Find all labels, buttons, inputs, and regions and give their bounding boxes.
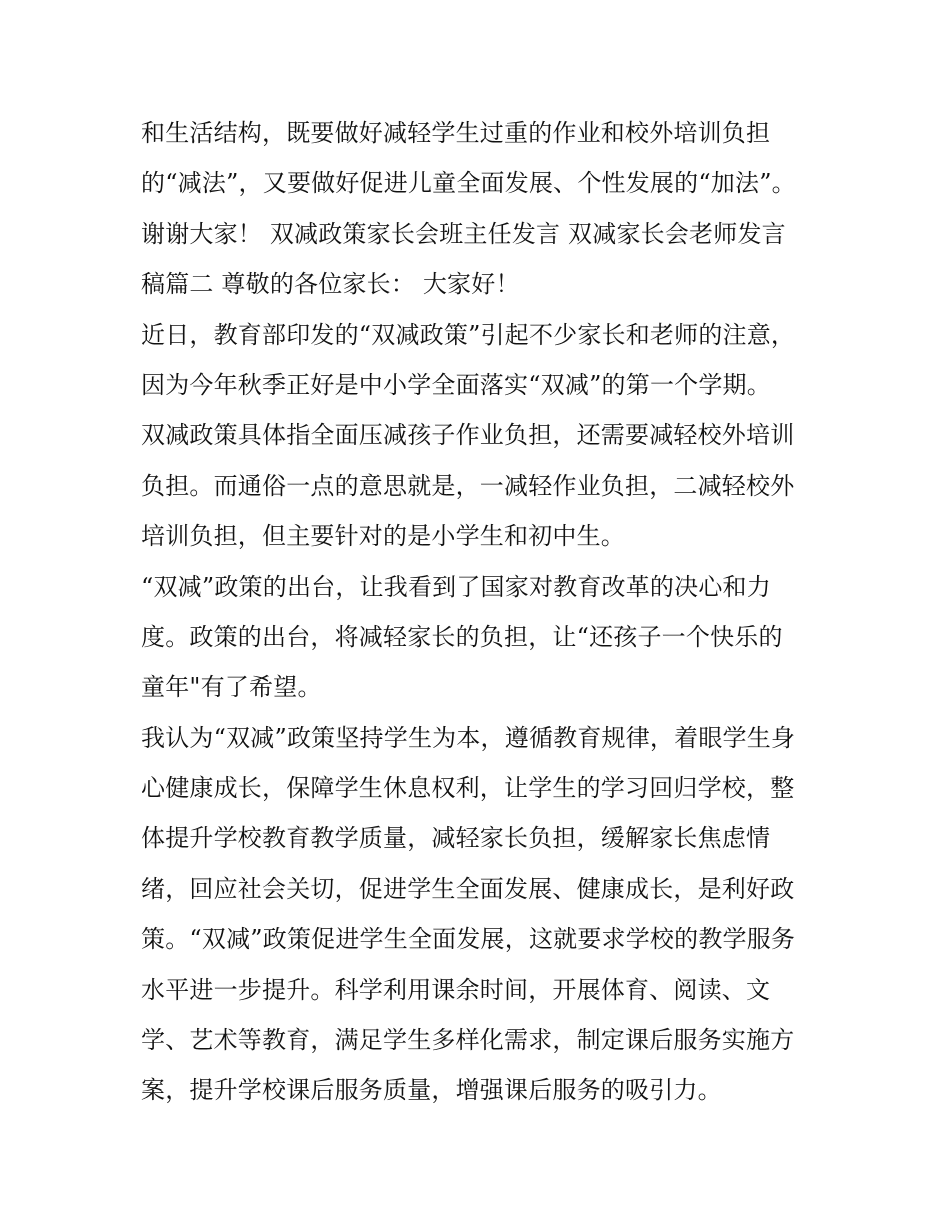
text-line: 双减政策具体指全面压减孩子作业负担，还需要减轻校外培训	[141, 421, 795, 450]
text-line: 策。“双减”政策促进学生全面发展，这就要求学校的教学服务	[141, 925, 796, 954]
document-body	[141, 108, 821, 1116]
text-line: 体提升学校教育教学质量，减轻家长负担，缓解家长焦虑情	[141, 824, 771, 853]
text-line: 我认为“双减”政策坚持学生为本，遵循教育规律，着眼学生身	[141, 723, 796, 752]
text-line: 案，提升学校课后服务质量，增强课后服务的吸引力。	[141, 1076, 722, 1105]
text-line: 和生活结构，既要做好减轻学生过重的作业和校外培训负担	[141, 119, 771, 147]
text-line: 的“减法”，又要做好促进儿童全面发展、个性发展的“加法”。	[141, 169, 796, 198]
text-line: 负担。而通俗一点的意思就是，一减轻作业负担，二减轻校外	[141, 471, 795, 500]
text-line: “双减”政策的出台，让我看到了国家对教育改革的决心和力	[141, 572, 771, 601]
text-line: 稿篇二 尊敬的各位家长： 大家好！	[141, 270, 520, 299]
text-line: 近日，教育部印发的“双减政策”引起不少家长和老师的注意，	[141, 320, 796, 349]
text-line: 绪，回应社会关切，促进学生全面发展、健康成长，是利好政	[141, 874, 795, 903]
text-line: 度。政策的出台，将减轻家长的负担，让“还孩子一个快乐的	[141, 622, 783, 651]
text-line: 谢谢大家！ 双减政策家长会班主任发言 双减家长会老师发言	[141, 219, 786, 248]
text-line: 心健康成长，保障学生休息权利，让学生的学习回归学校，整	[141, 774, 795, 803]
text-line: 水平进一步提升。科学利用课余时间，开展体育、阅读、文	[141, 975, 771, 1004]
text-line: 学、艺术等教育，满足学生多样化需求，制定课后服务实施方	[141, 1026, 795, 1055]
text-line: 培训负担，但主要针对的是小学生和初中生。	[141, 522, 625, 551]
text-line: 因为今年秋季正好是中小学全面落实“双减”的第一个学期。	[141, 370, 771, 399]
text-line: 童年"有了希望。	[141, 673, 322, 702]
